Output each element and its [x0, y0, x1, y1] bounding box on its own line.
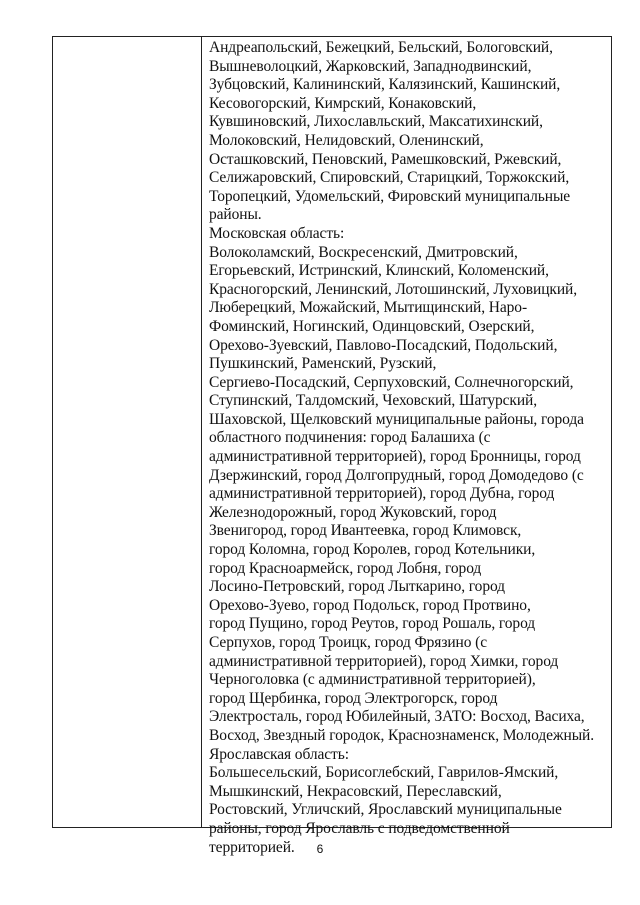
- text-line: Мышкинский, Некрасовский, Переславский,: [209, 782, 502, 800]
- text-line: областного подчинения: город Балашиха (с: [209, 429, 491, 447]
- text-line: Орехово-Зуевский, Павлово-Посадский, Подольский,: [209, 336, 558, 354]
- text-line: Железнодорожный, город Жуковский, город: [209, 503, 497, 521]
- region-heading-yaroslavl: Ярославская область:: [209, 745, 349, 763]
- text-line: Кувшиновский, Лихославльский, Максатихинский,: [209, 113, 543, 131]
- text-line: город Пущино, город Реутов, город Рошаль, город: [209, 615, 536, 633]
- text-line: Черноголовка (с административной территорией),: [209, 671, 536, 689]
- text-line: Серпухов, город Троицк, город Фрязино (с: [209, 634, 488, 651]
- text-line: Молоковский, Нелидовский, Оленинский,: [209, 131, 484, 149]
- text-line: Пушкинский, Раменский, Рузский,: [209, 355, 437, 373]
- text-line: Большесельский, Борисоглебский, Гаврилов-Ямский,: [209, 764, 559, 782]
- text-line: Андреапольский, Бежецкий, Бельский, Бологовский,: [209, 39, 553, 56]
- text-line: Ступинский, Талдомский, Чеховский, Шатурский,: [209, 392, 538, 410]
- text-line: районы.: [209, 206, 262, 224]
- text-line: город Щербинка, город Электрогорск, город: [209, 689, 498, 707]
- text-line: административной территорией), город Дубна, город: [209, 485, 555, 503]
- text-line: Звенигород, город Ивантеевка, город Климовск,: [209, 522, 522, 540]
- text-line: Шаховской, Щелковский муниципальные районы, города: [209, 410, 584, 428]
- text-line: Торопецкий, Удомельский, Фировский муниципальные: [209, 187, 571, 205]
- region-heading-moscow: Московская область:: [209, 224, 345, 242]
- page-number: 6: [316, 842, 324, 856]
- text-line: Егорьевский, Истринский, Клинский, Коломенский,: [209, 262, 549, 280]
- text-line: Вышневолоцкий, Жарковский, Западнодвинский,: [209, 57, 532, 75]
- text-line: Восход, Звездный городок, Краснознаменск, Молодежный.: [209, 726, 594, 744]
- text-line: Волоколамский, Воскресенский, Дмитровский,: [209, 243, 518, 261]
- document-table: [52, 36, 612, 856]
- text-line: Ростовский, Угличский, Ярославский муниципальные: [209, 801, 562, 819]
- text-line: город Коломна, город Королев, город Котельники,: [209, 541, 536, 559]
- text-line: Орехово-Зуево, город Подольск, город Протвино,: [209, 596, 531, 614]
- text-line: Лосино-Петровский, город Лыткарино, город: [209, 578, 505, 596]
- column-divider: [201, 37, 202, 827]
- text-line: Сергиево-Посадский, Серпуховский, Солнечногорский,: [209, 373, 574, 391]
- text-line: Дзержинский, город Долгопрудный, город Домодедово (с: [209, 466, 584, 484]
- text-line: Электросталь, город Юбилейный, ЗАТО: Восход, Васиха,: [209, 708, 585, 726]
- territory-list-cell: [209, 39, 609, 857]
- text-line: Зубцовский, Калининский, Калязинский, Кашинский,: [209, 76, 561, 94]
- text-line: Кесовогорский, Кимрский, Конаковский,: [209, 94, 477, 112]
- text-line: Осташковский, Пеновский, Рамешковский, Ржевский,: [209, 150, 562, 168]
- text-line: Фоминский, Ногинский, Одинцовский, Озерский,: [209, 317, 535, 335]
- text-line: административной территорией), город Бронницы, город: [209, 448, 581, 466]
- text-line: административной территорией), город Химки, город: [209, 652, 559, 670]
- text-line: районы, город Ярославль с подведомственной: [209, 819, 510, 837]
- text-line: Люберецкий, Можайский, Мытищинский, Наро-: [209, 299, 528, 317]
- text-line: территорией.: [209, 838, 295, 856]
- text-line: Селижаровский, Спировский, Старицкий, Торжокский,: [209, 169, 570, 187]
- text-line: Красногорский, Ленинский, Лотошинский, Луховицкий,: [209, 280, 577, 298]
- text-line: город Красноармейск, город Лобня, город: [209, 559, 482, 577]
